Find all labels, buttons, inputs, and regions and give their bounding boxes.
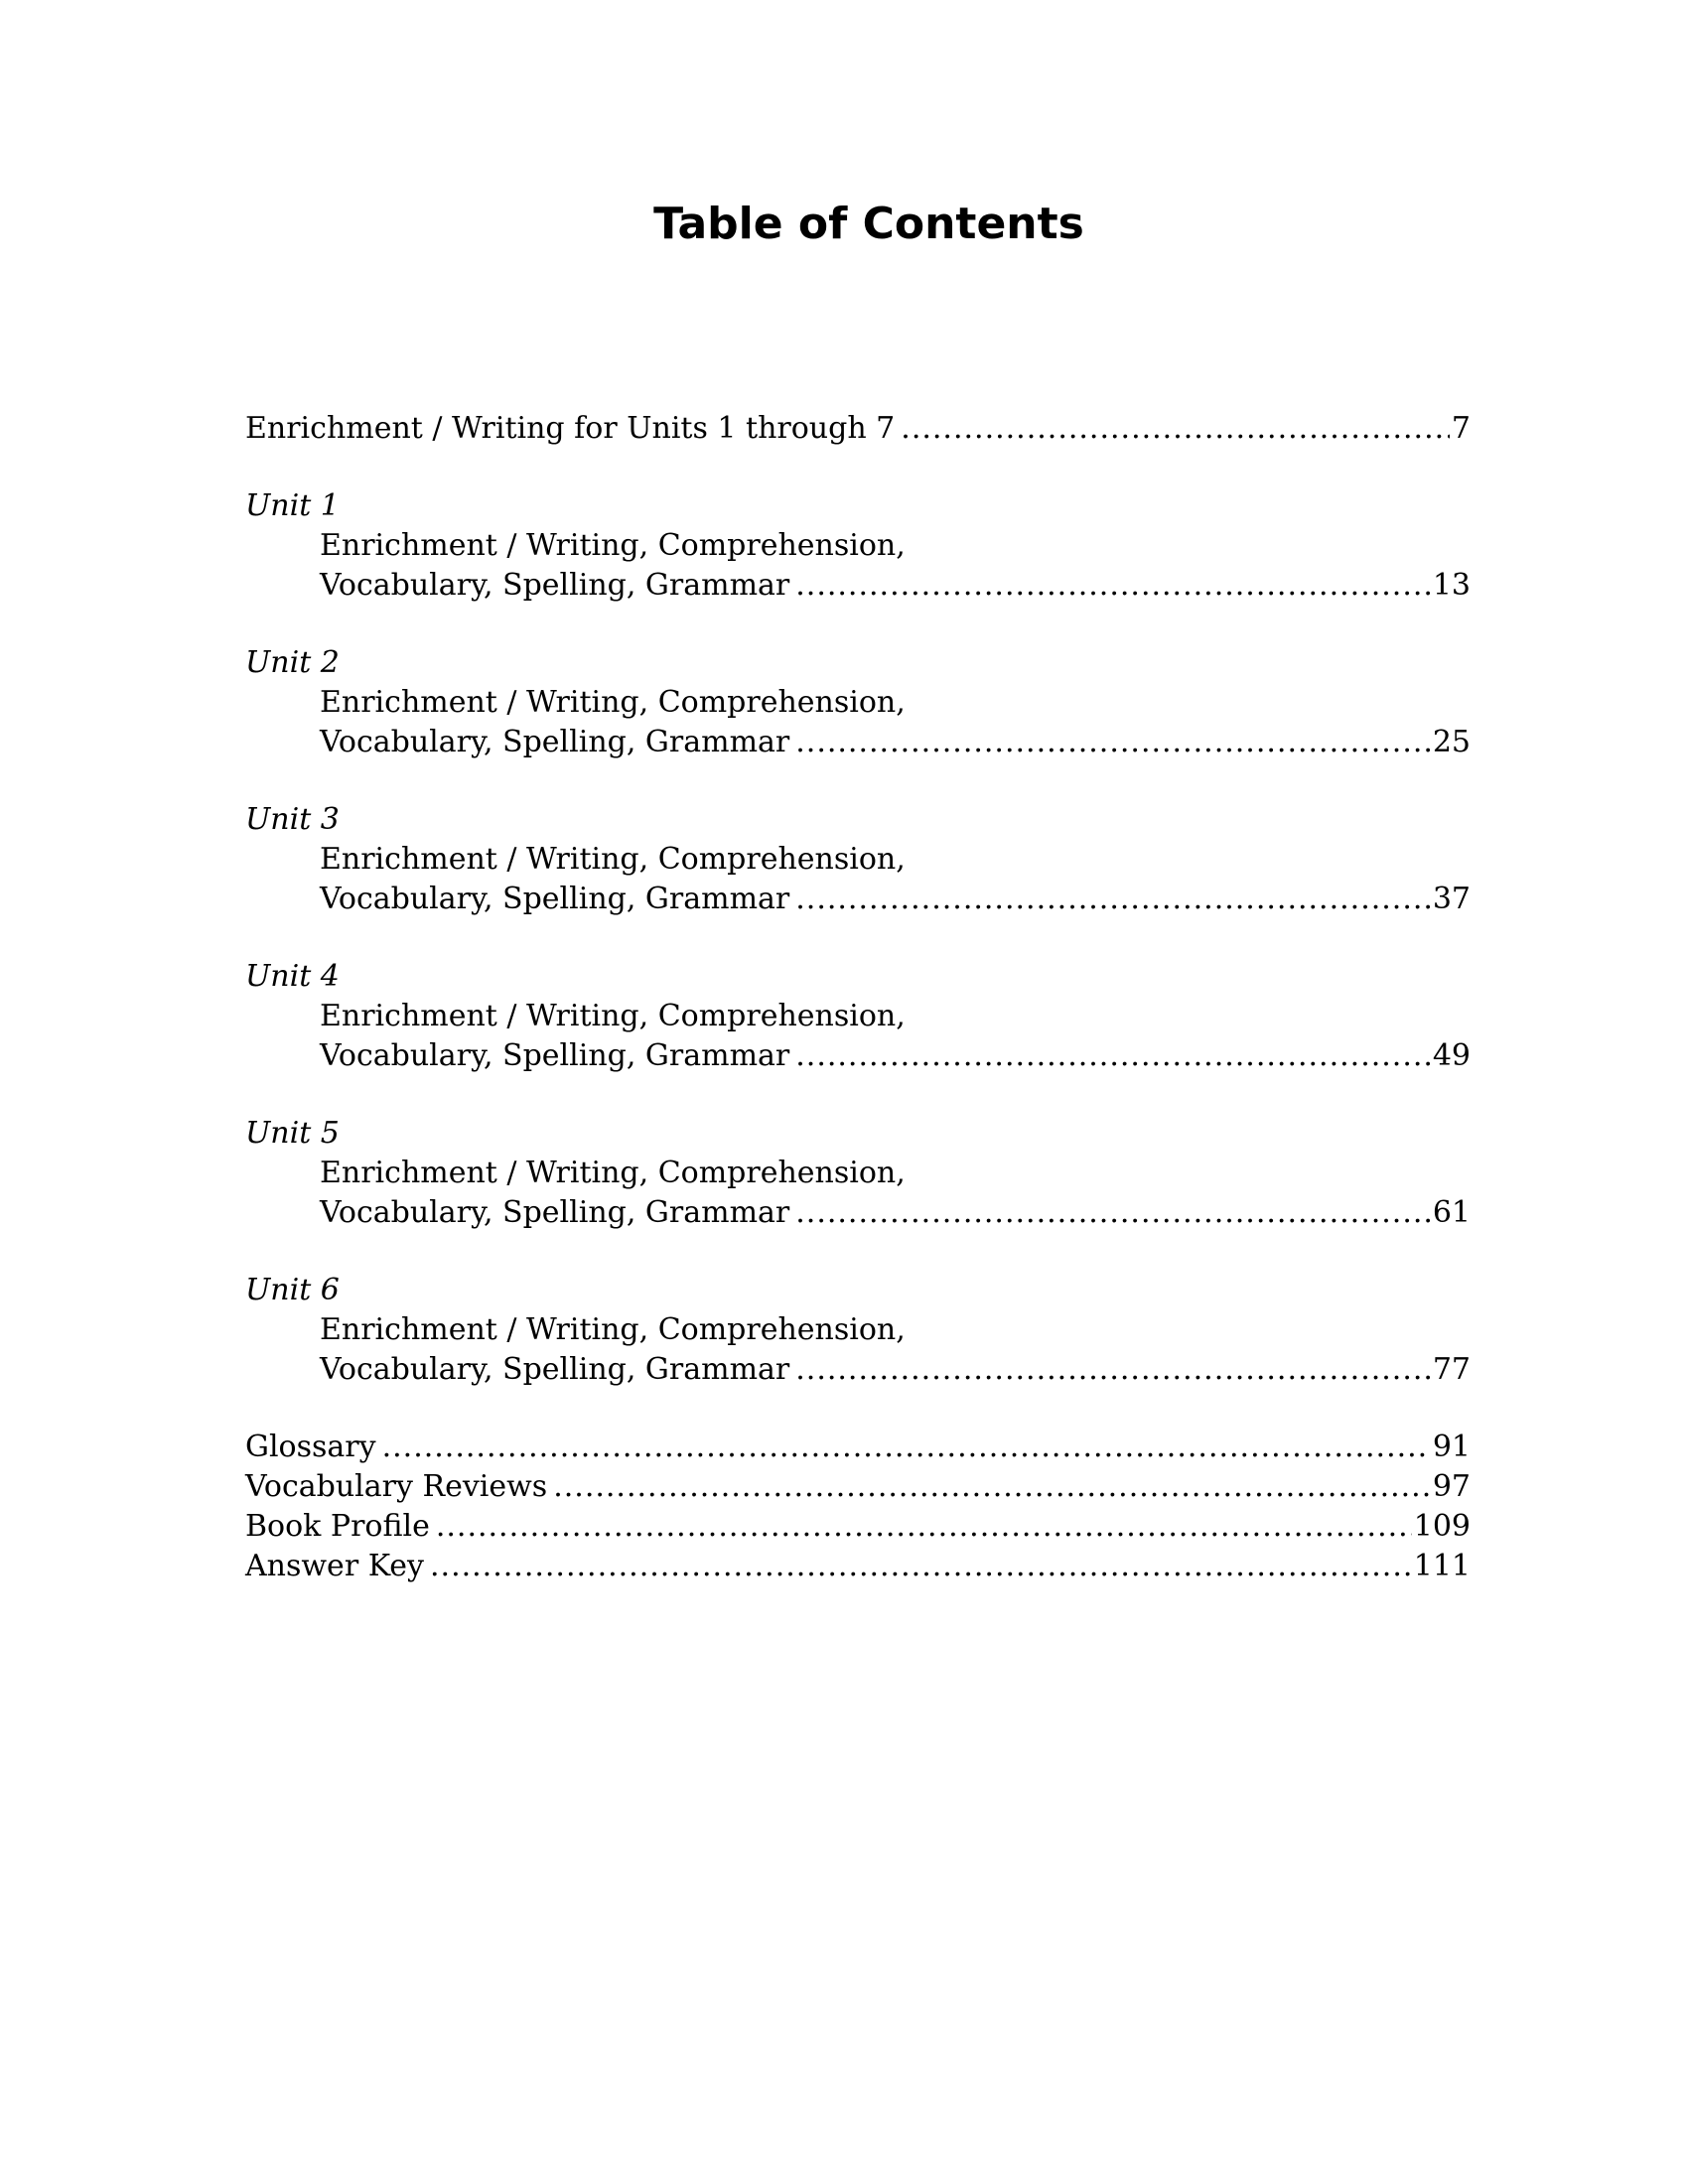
toc-unit-4 — [245, 957, 1471, 1076]
entry-title: Enrichment / Writing, Comprehension, — [320, 685, 906, 720]
toc-entry[interactable] — [245, 1350, 1471, 1390]
dot-leader — [901, 409, 1450, 449]
entry-title: Enrichment / Writing, Comprehension, — [320, 999, 906, 1033]
unit-label: Unit 3 — [245, 802, 340, 837]
toc-entry[interactable] — [245, 1036, 1471, 1076]
entry-title: Enrichment / Writing, Comprehension, — [320, 528, 906, 563]
toc-entry-glossary[interactable] — [245, 1428, 1471, 1467]
toc-unit-5 — [245, 1114, 1471, 1233]
entry-title: Answer Key — [245, 1549, 424, 1583]
entry-title: Vocabulary, Spelling, Grammar — [320, 1352, 790, 1387]
dot-leader — [795, 566, 1431, 606]
page-number: 37 — [1432, 882, 1471, 916]
page-number: 49 — [1432, 1038, 1471, 1073]
toc-entry-line — [245, 997, 1471, 1036]
dot-leader — [382, 1428, 1431, 1467]
toc-unit-6 — [245, 1271, 1471, 1390]
unit-label: Unit 1 — [245, 488, 340, 523]
entry-title: Vocabulary, Spelling, Grammar — [320, 725, 790, 759]
toc-unit-3 — [245, 800, 1471, 919]
unit-label: Unit 5 — [245, 1116, 340, 1151]
unit-label: Unit 2 — [245, 645, 340, 680]
dot-leader — [430, 1547, 1412, 1586]
dot-leader — [553, 1467, 1431, 1507]
page-number: 111 — [1413, 1549, 1471, 1583]
dot-leader — [795, 723, 1431, 762]
page-number: 77 — [1432, 1352, 1471, 1387]
dot-leader — [795, 1193, 1431, 1233]
dot-leader — [436, 1507, 1412, 1547]
toc-entry[interactable] — [245, 723, 1471, 762]
toc-entry-line — [245, 683, 1471, 723]
page-number: 91 — [1432, 1430, 1471, 1464]
entry-title: Enrichment / Writing, Comprehension, — [320, 1312, 906, 1347]
toc-entry-answer-key[interactable] — [245, 1547, 1471, 1586]
entry-title: Book Profile — [245, 1509, 430, 1544]
page-number: 13 — [1432, 568, 1471, 603]
toc-entry[interactable] — [245, 566, 1471, 606]
unit-label: Unit 4 — [245, 959, 340, 994]
toc-back-matter — [245, 1428, 1471, 1586]
dot-leader — [795, 880, 1431, 919]
entry-title: Vocabulary, Spelling, Grammar — [320, 1038, 790, 1073]
entry-title: Vocabulary Reviews — [245, 1469, 548, 1504]
page-number: 109 — [1413, 1509, 1471, 1544]
entry-title: Vocabulary, Spelling, Grammar — [320, 568, 790, 603]
toc-entry[interactable] — [245, 880, 1471, 919]
unit-label: Unit 6 — [245, 1273, 340, 1307]
toc-entry[interactable] — [245, 409, 1471, 449]
entry-title: Enrichment / Writing, Comprehension, — [320, 1156, 906, 1190]
toc-entry-line — [245, 1310, 1471, 1350]
toc-entry-line — [245, 526, 1471, 566]
toc-entry-book-profile[interactable] — [245, 1507, 1471, 1547]
toc-unit-1 — [245, 486, 1471, 606]
page-number: 25 — [1432, 725, 1471, 759]
entry-title: Enrichment / Writing, Comprehension, — [320, 842, 906, 877]
page-number: 97 — [1432, 1469, 1471, 1504]
entry-title: Glossary — [245, 1430, 376, 1464]
toc-entry-line — [245, 840, 1471, 880]
toc-unit-2 — [245, 643, 1471, 762]
toc-entry-line — [245, 1154, 1471, 1193]
entry-title: Vocabulary, Spelling, Grammar — [320, 882, 790, 916]
toc-entry[interactable] — [245, 1193, 1471, 1233]
page-number: 61 — [1432, 1195, 1471, 1230]
toc-entry-vocabulary-reviews[interactable] — [245, 1467, 1471, 1507]
dot-leader — [795, 1350, 1431, 1390]
entry-title: Vocabulary, Spelling, Grammar — [320, 1195, 790, 1230]
entry-title: Enrichment / Writing for Units 1 through 7 — [245, 411, 896, 446]
toc-intro — [245, 409, 1471, 449]
page-title: Table of Contents — [653, 199, 1084, 249]
dot-leader — [795, 1036, 1431, 1076]
page-number: 7 — [1451, 411, 1471, 446]
